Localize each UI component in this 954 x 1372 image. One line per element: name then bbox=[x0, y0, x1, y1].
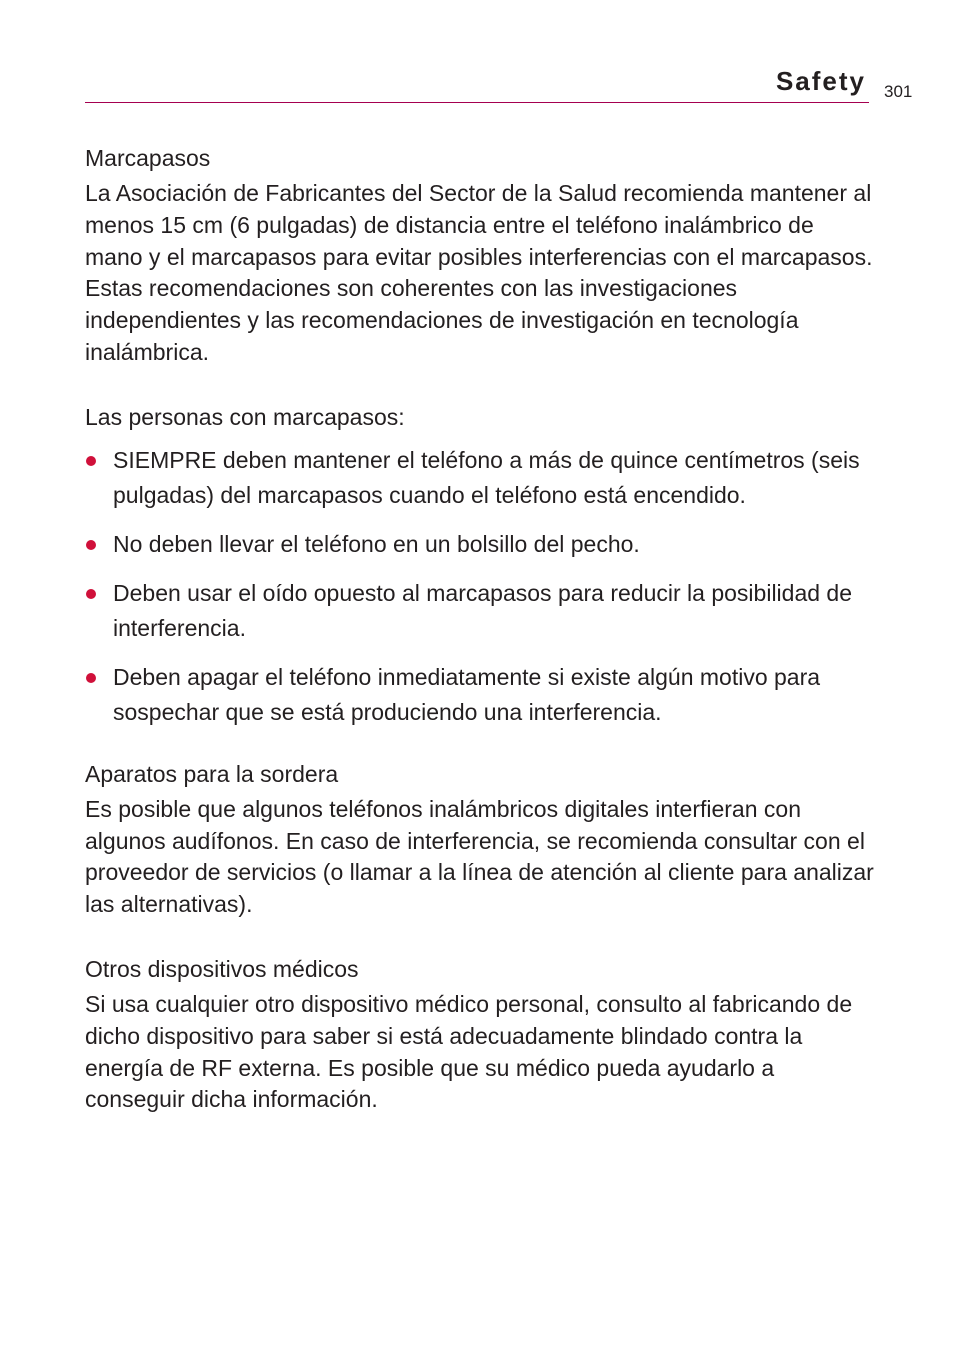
section-personas-con-marcapasos bbox=[85, 401, 875, 730]
list-item bbox=[85, 443, 875, 513]
list-item-text: Deben usar el oído opuesto al marcapasos para reducir la posibilidad de interferencia. bbox=[113, 579, 853, 641]
section-heading: Aparatos para la sordera bbox=[85, 760, 339, 787]
bullet-dot-icon bbox=[86, 540, 96, 550]
page-header bbox=[0, 0, 954, 110]
section-heading: Las personas con marcapasos: bbox=[85, 403, 405, 430]
list-item bbox=[85, 576, 875, 646]
list-item bbox=[85, 660, 875, 730]
bullet-dot-icon bbox=[86, 456, 96, 466]
section-otros-dispositivos-medicos bbox=[85, 953, 875, 1116]
header-rule bbox=[85, 102, 869, 103]
section-heading: Marcapasos bbox=[85, 145, 211, 171]
bullet-dot-icon bbox=[86, 589, 96, 599]
spacer bbox=[85, 730, 875, 758]
section-body: Es posible que algunos teléfonos inalámbricos digitales interfieran con algunos audífonos. En caso de interferencia, se recomienda consultar con el proveedor de servicios (o llamar a la línea de atención al cliente para analizar las alternativas). bbox=[85, 795, 874, 918]
page-content bbox=[85, 142, 875, 1116]
bullet-dot-icon bbox=[86, 673, 96, 683]
section-aparatos-para-la-sordera bbox=[85, 758, 875, 921]
list-item-text: No deben llevar el teléfono en un bolsillo del pecho. bbox=[113, 530, 640, 557]
section-body: La Asociación de Fabricantes del Sector de la Salud recomienda mantener al menos 15 cm (6 pulgadas) de distancia entre el teléfono inalámbrico de mano y el marcapasos para evitar posibles interferencias con el marcapasos. Estas recomendaciones son coherentes con las investigaciones independientes y las recomendaciones de investigación en tecnología inalámbrica. bbox=[85, 180, 873, 365]
section-title: Safety bbox=[775, 66, 866, 96]
spacer bbox=[85, 369, 875, 401]
bullet-list bbox=[85, 443, 875, 730]
section-body: Si usa cualquier otro dispositivo médico personal, consulto al fabricando de dicho dispositivo para saber si está adecuadamente blindado contra la energía de RF externa. Es posible que su médico pueda ayudarlo a conseguir dicha información. bbox=[85, 990, 853, 1113]
list-item-text: Deben apagar el teléfono inmediatamente si existe algún motivo para sospechar que se está produciendo una interferencia. bbox=[113, 663, 821, 725]
section-heading: Otros dispositivos médicos bbox=[85, 955, 359, 982]
spacer bbox=[85, 921, 875, 953]
list-item bbox=[85, 527, 875, 562]
section-marcapasos bbox=[85, 142, 875, 369]
list-item-text: SIEMPRE deben mantener el teléfono a más de quince centímetros (seis pulgadas) del marcapasos cuando el teléfono está encendido. bbox=[113, 446, 860, 508]
page-number: 301 bbox=[884, 82, 913, 101]
